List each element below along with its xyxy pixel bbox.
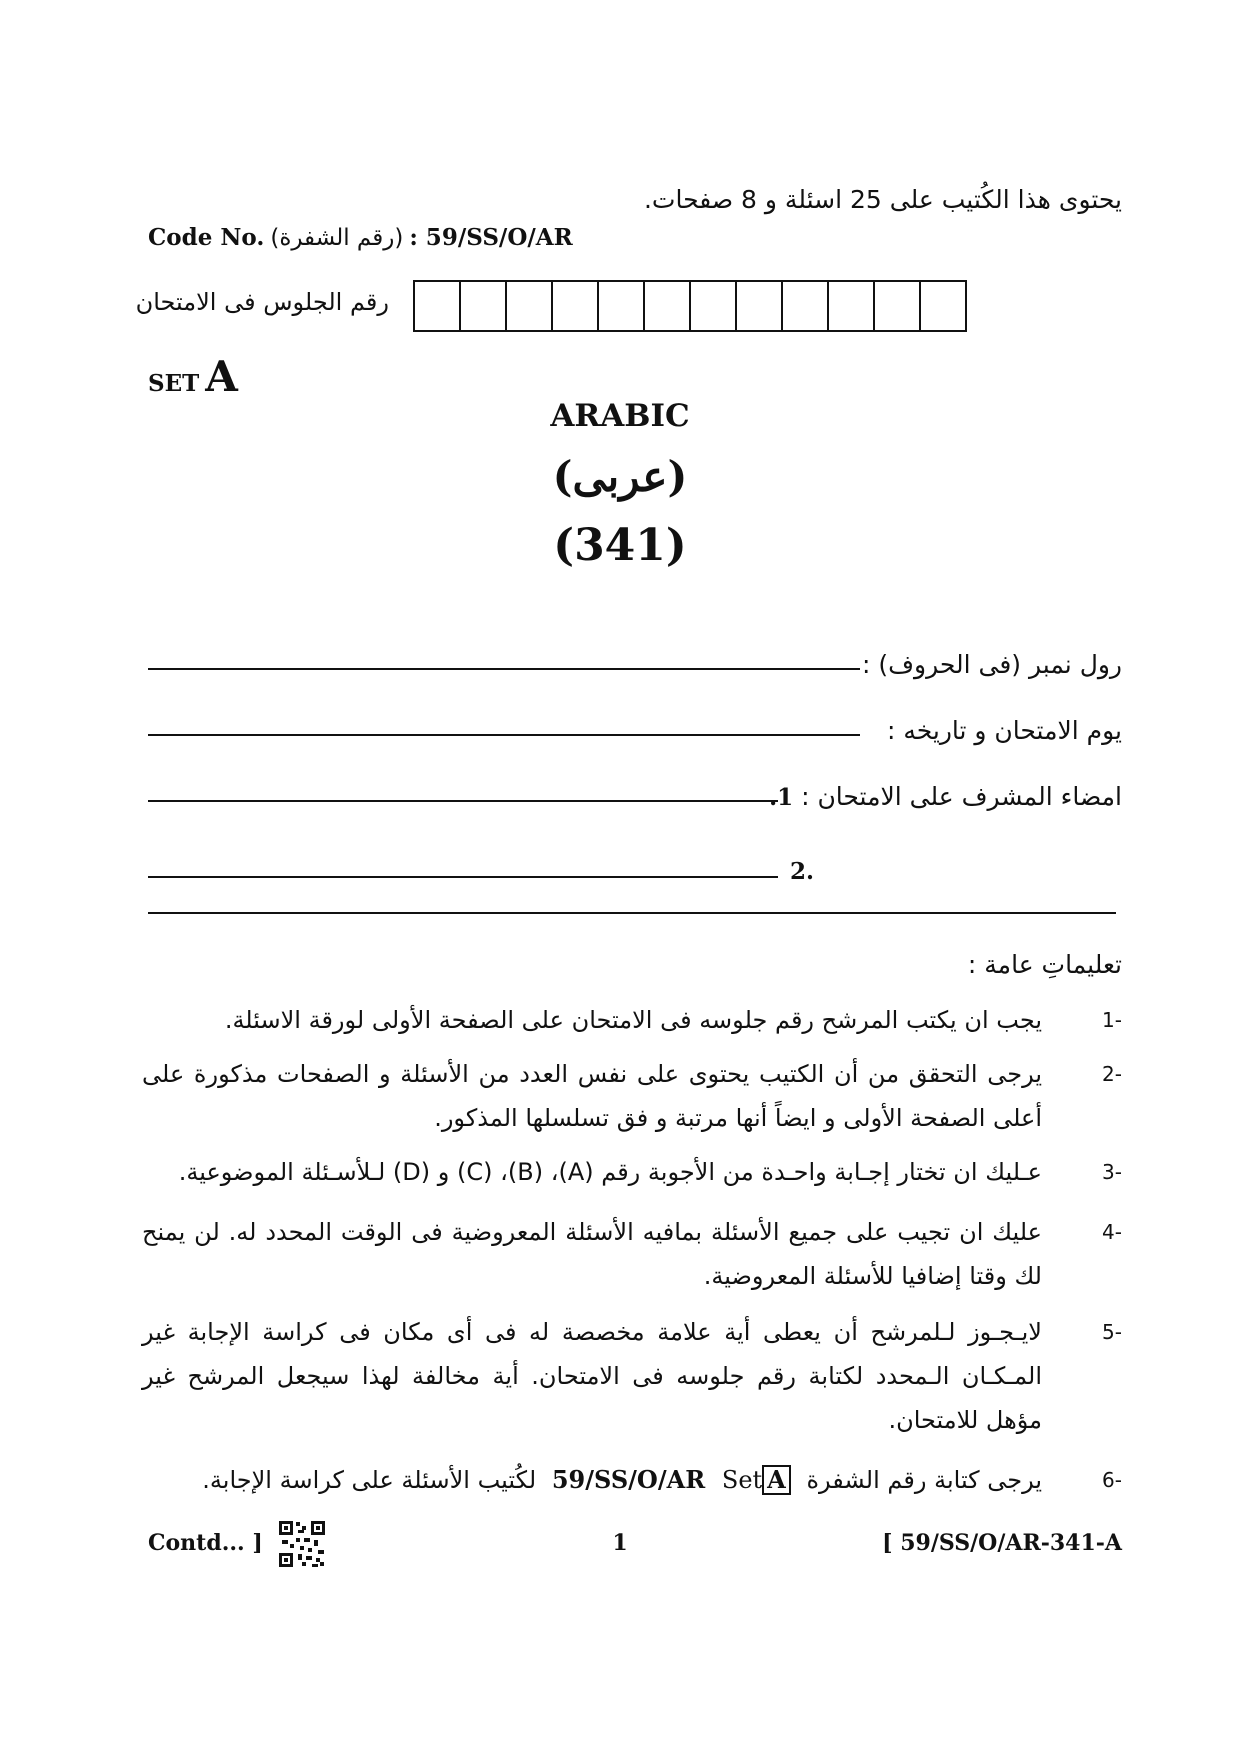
footer-reference: [ 59/SS/O/AR-341-A — [882, 1530, 1122, 1556]
supervisor-label-text: امضاء المشرف على الامتحان : — [801, 782, 1122, 811]
roll-number-box[interactable] — [875, 282, 921, 330]
roll-number-box[interactable] — [645, 282, 691, 330]
instruction-number: -1 — [1102, 1008, 1122, 1032]
subject-english: ARABIC — [550, 398, 690, 434]
roll-number-box[interactable] — [553, 282, 599, 330]
supervisor-num-2: 2. — [790, 858, 815, 885]
instruction-set-letter: A — [762, 1465, 791, 1495]
roll-words-label: رول نمبر (فى الحروف) : — [861, 650, 1122, 679]
instruction-item — [142, 1458, 1122, 1502]
roll-number-box[interactable] — [415, 282, 461, 330]
supervisor-line-1[interactable] — [148, 800, 778, 802]
roll-number-box[interactable] — [737, 282, 783, 330]
subject-code: (341) — [553, 520, 687, 571]
code-number-line — [148, 224, 573, 251]
instruction-number: -3 — [1102, 1160, 1122, 1184]
instruction-item — [142, 1310, 1122, 1442]
instruction-text: يرجى التحقق من أن الكتيب يحتوى على نفس العدد من الأسئلة و الصفحات مذكورة على أعلى الصفحة الأولى و ايضاً أنها مرتبة و فق تسلسلها المذكور. — [142, 1060, 1042, 1132]
instruction-number: -6 — [1102, 1468, 1122, 1492]
instruction-text: يجب ان يكتب المرشح رقم جلوسه فى الامتحان على الصفحة الأولى لورقة الاسئلة. — [224, 1006, 1042, 1034]
instruction-item — [142, 1052, 1122, 1140]
roll-words-line[interactable] — [148, 668, 860, 670]
roll-number-box[interactable] — [599, 282, 645, 330]
code-label: Code No. — [148, 224, 265, 251]
instruction-text: لايـجـوز لـلمرشح أن يعطى أية علامة مخصصة له فى أى مكان فى كراسة الإجابة غير المـكـان الـمحدد لكتابة رقم جلوسه فى الامتحان. أية مخالفة لهذا سيجعل المرشح غير مؤهل للامتحان. — [142, 1318, 1042, 1434]
roll-number-box[interactable] — [691, 282, 737, 330]
set-letter: A — [205, 352, 238, 401]
roll-number-box[interactable] — [829, 282, 875, 330]
supervisor-num-2-wrap — [790, 858, 814, 885]
roll-number-box[interactable] — [507, 282, 553, 330]
instruction-number: -4 — [1102, 1220, 1122, 1244]
footer-contd: Contd... ] — [148, 1530, 263, 1556]
code-value: : 59/SS/O/AR — [409, 224, 573, 251]
instruction-text: عليك ان تجيب على جميع الأسئلة بمافيه الأسئلة المعروضية فى الوقت المحدد له. لن يمنح لك وقتا إضافيا للأسئلة المعروضية. — [142, 1218, 1042, 1290]
supervisor-line-2[interactable] — [148, 876, 778, 878]
roll-number-box[interactable] — [783, 282, 829, 330]
roll-number-box[interactable] — [461, 282, 507, 330]
roll-number-boxes[interactable] — [413, 280, 967, 332]
roll-number-label: رقم الجلوس فى الامتحان — [135, 288, 389, 316]
instruction-text: عـليك ان تختار إجـابة واحـدة من الأجوبة رقم (A)، (B)، (C) و (D) لـلأسـئلة الموضوعية. — [178, 1158, 1042, 1186]
instruction-number: -2 — [1102, 1062, 1122, 1086]
exam-date-label: يوم الامتحان و تاريخه : — [886, 716, 1122, 745]
instruction-code-ref — [552, 1465, 791, 1494]
subject-arabic: (عربى) — [552, 452, 688, 501]
instruction-text-before: يرجى كتابة رقم الشفرة — [806, 1466, 1042, 1494]
supervisor-num-1: 1. — [769, 784, 794, 811]
instruction-code: 59/SS/O/AR — [551, 1465, 706, 1494]
instruction-text-after: لكُتيب الأسئلة على كراسة الإجابة. — [202, 1466, 537, 1494]
page-number: 1 — [612, 1530, 628, 1556]
separator-line — [148, 912, 1116, 914]
instruction-number: -5 — [1102, 1320, 1122, 1344]
code-label-arabic: (رقم الشفرة) — [270, 225, 404, 251]
instruction-text — [142, 1458, 1062, 1502]
set-word: SET — [148, 370, 200, 397]
instruction-set-word: Set — [721, 1466, 763, 1494]
exam-date-line[interactable] — [148, 734, 860, 736]
instructions-title: تعليماتِ عامة : — [967, 950, 1122, 979]
set-indicator — [148, 352, 238, 401]
instruction-item — [142, 1150, 1122, 1194]
instruction-item — [142, 998, 1122, 1042]
pages-note: يحتوى هذا الكُتيب على 25 اسئلة و 8 صفحات. — [643, 185, 1122, 214]
supervisor-label — [769, 782, 1122, 811]
roll-number-box[interactable] — [921, 282, 965, 330]
instruction-item — [142, 1210, 1122, 1298]
